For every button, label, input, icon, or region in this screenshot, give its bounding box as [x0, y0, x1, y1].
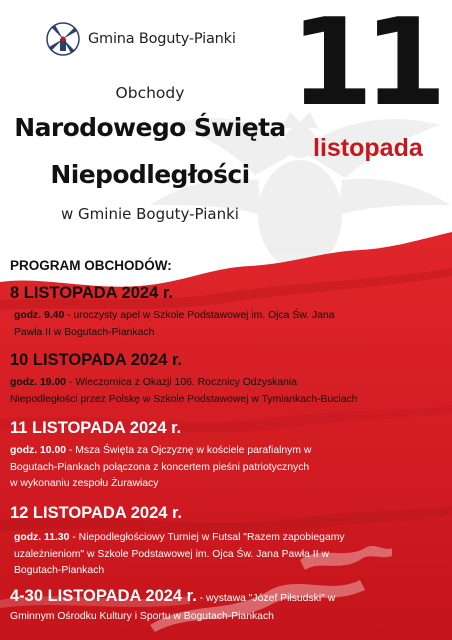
event-4-line-2: uzależnieniom" w Szkole Podstawowej im. Ojca Św. Jana Pawła II w — [14, 548, 329, 560]
event-4-text: - Niepodległościowy Turniej w Futsal "Razem zapobiegamy — [69, 532, 345, 543]
event-1-line-2: Pawła II w Bogutach-Piankach — [14, 326, 155, 338]
event-2-line-1 — [10, 375, 430, 392]
event-3-time: godz. 10.00 — [10, 445, 67, 456]
event-4-line-1 — [14, 530, 434, 547]
title-subtitle: w Gminie Boguty-Pianki — [61, 205, 239, 223]
event-4-time: godz. 11.30 — [14, 532, 70, 543]
event-3-line-2: Bogutach-Piankach połączona z koncertem pieśni patriotycznych — [10, 461, 310, 473]
title-prefix: Obchody — [115, 84, 185, 102]
big-month-label: listopada — [313, 134, 423, 162]
event-1-line-1 — [14, 308, 434, 325]
event-1-text: - uroczysty apel w Szkole Podstawowej im. Ojca Św. Jana — [64, 310, 335, 321]
event-3-text: - Msza Święta za Ojczyznę w kościele parafialnym w — [66, 445, 312, 456]
program-date-1: 8 LISTOPADA 2024 r. — [10, 284, 173, 302]
event-3-line-3: w wykonaniu zespołu Żurawiacy — [10, 478, 159, 489]
program-date-2: 10 LISTOPADA 2024 r. — [10, 351, 183, 369]
program-date-4: 12 LISTOPADA 2024 r. — [10, 504, 183, 522]
event-4-line-3: Bogutach-Piankach — [14, 565, 105, 576]
program-event-2 — [10, 375, 430, 408]
event-1-time: godz. 9.40 — [14, 310, 65, 321]
event-2-text: - Wieczornica z Okazji 106. Rocznicy Odzyskania — [66, 377, 297, 388]
event-2-line-2: Niepodległości przez Polskę w Szkole Podstawowej w Tymiankach-Buciach — [10, 393, 358, 405]
event-5-line-2: Gminnym Ośrodku Kultury i Sportu w Bogutach-Piankach — [10, 611, 274, 622]
program-event-1 — [14, 308, 434, 341]
title-line-1: Narodowego Święta — [14, 113, 286, 142]
big-day-number: 11 — [290, 0, 437, 133]
program-event-5 — [10, 609, 430, 626]
program-date-5 — [10, 587, 335, 606]
event-3-line-1 — [10, 443, 430, 460]
event-5-date: 4-30 LISTOPADA 2024 r. — [10, 587, 197, 605]
event-2-time: godz. 19.00 — [10, 377, 67, 388]
windmill-logo-icon — [46, 22, 80, 56]
program-event-3 — [10, 443, 430, 493]
event-5-inline-text: - wystawa "Józef Piłsudski" w — [196, 593, 336, 604]
gmina-logo — [46, 22, 236, 56]
program-date-3: 11 LISTOPADA 2024 r. — [10, 419, 182, 437]
program-heading: PROGRAM OBCHODÓW: — [10, 258, 172, 273]
program-event-4 — [14, 530, 434, 580]
logo-text: Gmina Boguty-Pianki — [88, 31, 236, 47]
title-line-2: Niepodległości — [50, 160, 250, 189]
